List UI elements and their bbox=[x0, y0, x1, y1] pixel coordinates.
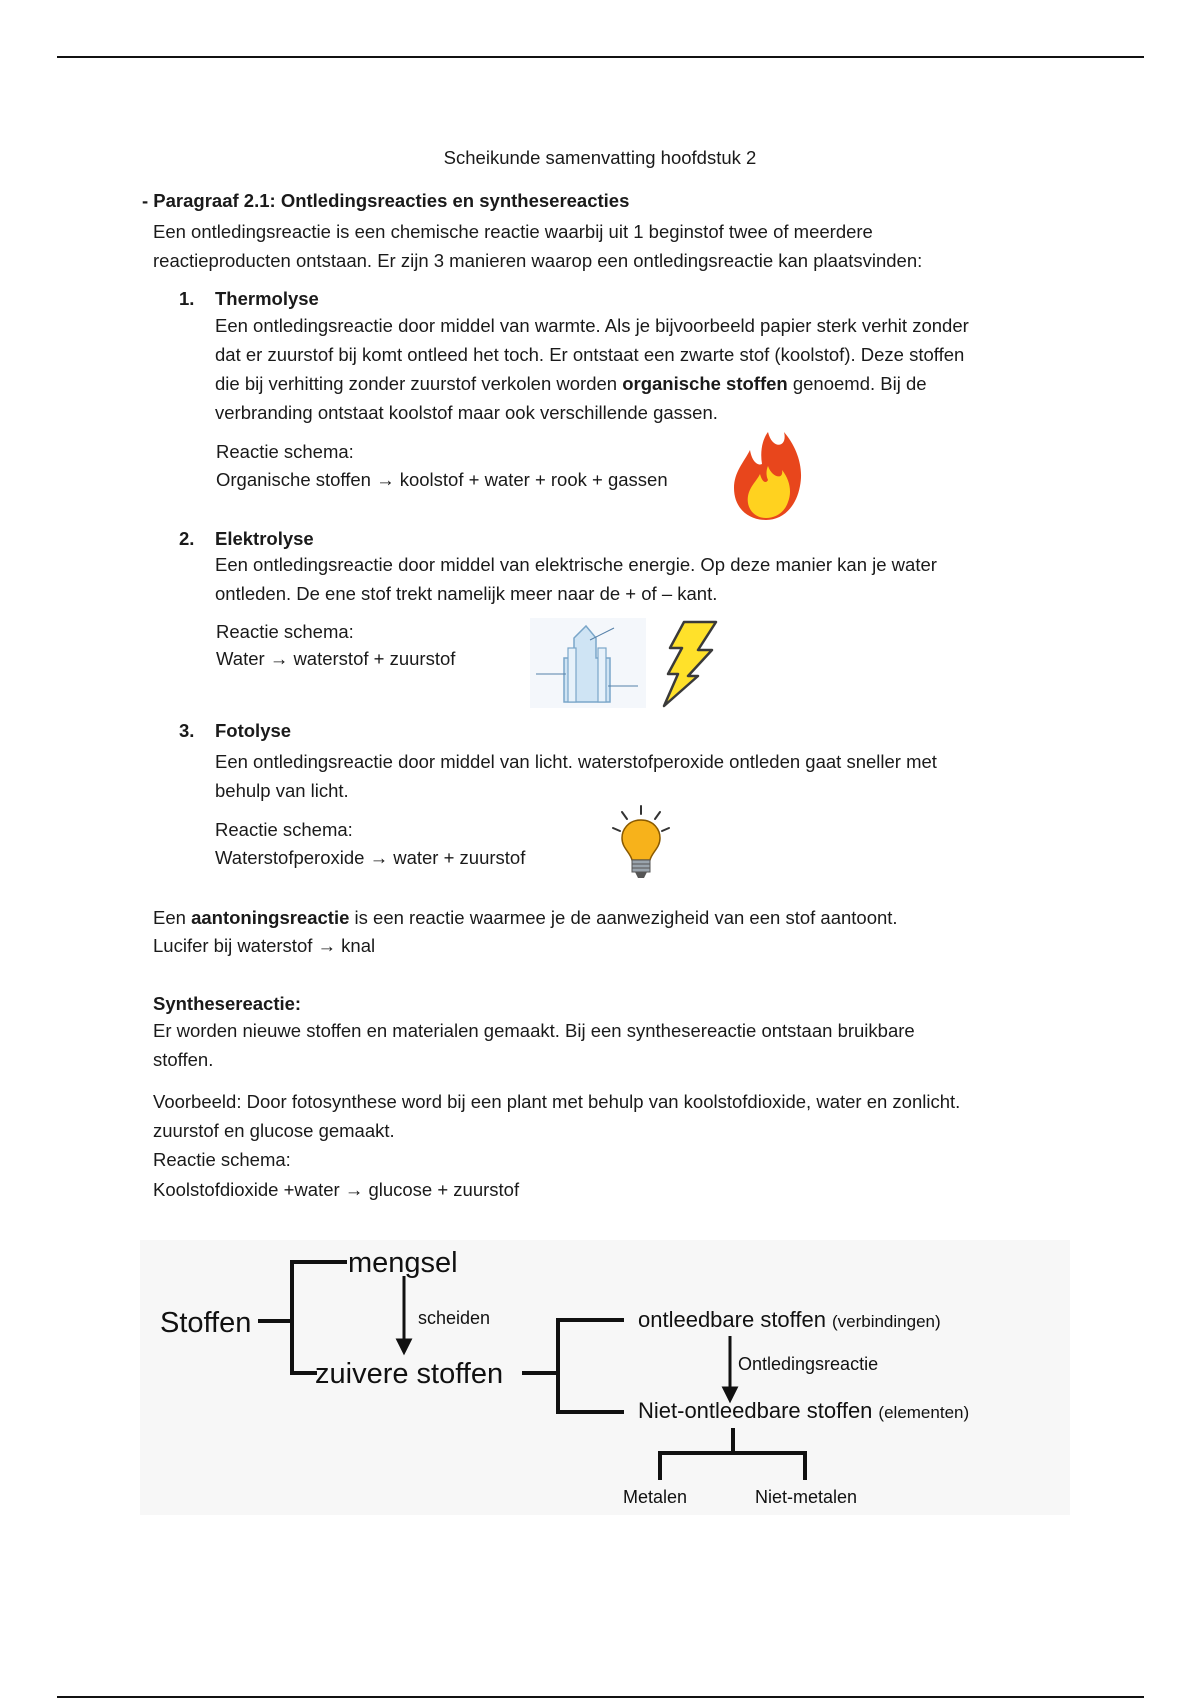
node-niet-metalen: Niet-metalen bbox=[755, 1487, 858, 1507]
schema-label: Reactie schema: bbox=[153, 1149, 291, 1170]
node-niet-ontleedbare-sub: (elementen) bbox=[878, 1403, 970, 1422]
reaction-schema bbox=[153, 1175, 519, 1204]
schema-product: water + zuurstof bbox=[393, 847, 526, 868]
reaction-schema bbox=[216, 645, 455, 673]
node-ontleedbare-main: ontleedbare stoffen bbox=[638, 1307, 826, 1332]
text-run: Een bbox=[153, 907, 192, 928]
reaction-schema bbox=[216, 466, 668, 494]
schema-reactant: Koolstofdioxide +water bbox=[153, 1179, 340, 1200]
text-run: genoemd. Bij de bbox=[787, 373, 927, 394]
list-number: 3. bbox=[179, 720, 195, 741]
section-heading: - Paragraaf 2.1: Ontledingsreacties en synthesereacties bbox=[142, 190, 630, 211]
label-ontledingsreactie: Ontledingsreactie bbox=[738, 1354, 879, 1374]
top-rule bbox=[57, 56, 1144, 58]
voorbeeld-line: zuurstof en glucose gemaakt. bbox=[153, 1120, 395, 1141]
node-niet-ontleedbare-main: Niet-ontleedbare stoffen bbox=[638, 1398, 873, 1423]
document-title: Scheikunde samenvatting hoofdstuk 2 bbox=[443, 147, 757, 168]
intro-line-1: Een ontledingsreactie is een chemische reactie waarbij uit 1 beginstof twee of meerdere bbox=[153, 221, 873, 242]
node-ontleedbare-sub: (verbindingen) bbox=[831, 1312, 941, 1331]
diagram-background bbox=[140, 1240, 1070, 1515]
schema-reactant: Waterstofperoxide bbox=[215, 847, 365, 868]
lightbulb-icon bbox=[610, 804, 672, 882]
intro-line-2: reactieproducten ontstaan. Er zijn 3 manieren waarop een ontledingsreactie kan plaatsvinden: bbox=[153, 250, 923, 271]
schema-product: glucose + zuurstof bbox=[368, 1179, 520, 1200]
schema-label: Reactie schema: bbox=[216, 621, 354, 642]
aantoningsreactie-line bbox=[153, 903, 898, 932]
arrow-icon: → bbox=[376, 469, 395, 490]
item-title-thermolyse: Thermolyse bbox=[215, 288, 319, 309]
schema-label: Reactie schema: bbox=[216, 441, 354, 462]
node-zuivere-stoffen: zuivere stoffen bbox=[315, 1358, 504, 1390]
item-text-line: Een ontledingsreactie door middel van elektrische energie. Op deze manier kan je water bbox=[215, 554, 937, 575]
schema-reactant: Lucifer bij waterstof bbox=[153, 935, 313, 956]
label-scheiden: scheiden bbox=[418, 1308, 491, 1328]
synthese-line: stoffen. bbox=[153, 1049, 214, 1070]
text-run: is een reactie waarmee je de aanwezigheid van een stof aantoont. bbox=[349, 907, 898, 928]
voorbeeld-line: Voorbeeld: Door fotosynthese word bij een plant met behulp van koolstofdioxide, water en zonlicht. bbox=[153, 1091, 961, 1112]
item-title-elektrolyse: Elektrolyse bbox=[215, 528, 314, 549]
synthese-line: Er worden nieuwe stoffen en materialen gemaakt. Bij een synthesereactie ontstaan bruikbare bbox=[153, 1020, 915, 1041]
schema-reactant: Water bbox=[216, 648, 265, 669]
node-mengsel: mengsel bbox=[348, 1247, 458, 1279]
substance-classification-diagram bbox=[140, 1240, 1070, 1515]
electrolysis-apparatus-icon bbox=[530, 618, 646, 708]
item-text-line: ontleden. De ene stof trekt namelijk meer naar de + of – kant. bbox=[215, 583, 718, 604]
synthese-heading: Synthesereactie: bbox=[153, 993, 302, 1014]
schema-product: koolstof + water + rook + gassen bbox=[399, 469, 668, 490]
item-text-line: behulp van licht. bbox=[215, 780, 349, 801]
lightning-icon bbox=[662, 620, 718, 708]
node-metalen: Metalen bbox=[623, 1487, 688, 1507]
arrow-icon: → bbox=[369, 847, 389, 868]
node-stoffen: Stoffen bbox=[160, 1307, 252, 1339]
reaction-schema bbox=[215, 844, 525, 872]
item-text-line: dat er zuurstof bij komt ontleed het toch. Er ontstaat een zwarte stof (koolstof). Deze stoffen bbox=[215, 344, 965, 365]
item-text-line: Een ontledingsreactie door middel van licht. waterstofperoxide ontleden gaat sneller met bbox=[215, 751, 937, 772]
arrow-icon: → bbox=[317, 935, 337, 956]
bottom-rule bbox=[57, 1696, 1144, 1698]
lucifer-line bbox=[153, 931, 375, 960]
schema-product: waterstof + zuurstof bbox=[293, 648, 456, 669]
bold-term: aantoningsreactie bbox=[191, 907, 350, 928]
text-run: die bij verhitting zonder zuurstof verkolen worden bbox=[215, 373, 623, 394]
schema-reactant: Organische stoffen bbox=[216, 469, 371, 490]
flame-icon bbox=[732, 428, 804, 522]
schema-label: Reactie schema: bbox=[215, 819, 353, 840]
item-text-line bbox=[215, 369, 927, 398]
bold-term: organische stoffen bbox=[622, 373, 788, 394]
item-text-line: Een ontledingsreactie door middel van warmte. Als je bijvoorbeeld papier sterk verhit zonder bbox=[215, 315, 969, 336]
item-text-line: verbranding ontstaat koolstof maar ook verschillende gassen. bbox=[215, 402, 718, 423]
item-title-fotolyse: Fotolyse bbox=[215, 720, 292, 741]
list-number: 1. bbox=[179, 288, 195, 309]
list-number: 2. bbox=[179, 528, 195, 549]
arrow-icon: → bbox=[269, 648, 289, 669]
arrow-icon: → bbox=[344, 1179, 364, 1200]
schema-product: knal bbox=[341, 935, 376, 956]
